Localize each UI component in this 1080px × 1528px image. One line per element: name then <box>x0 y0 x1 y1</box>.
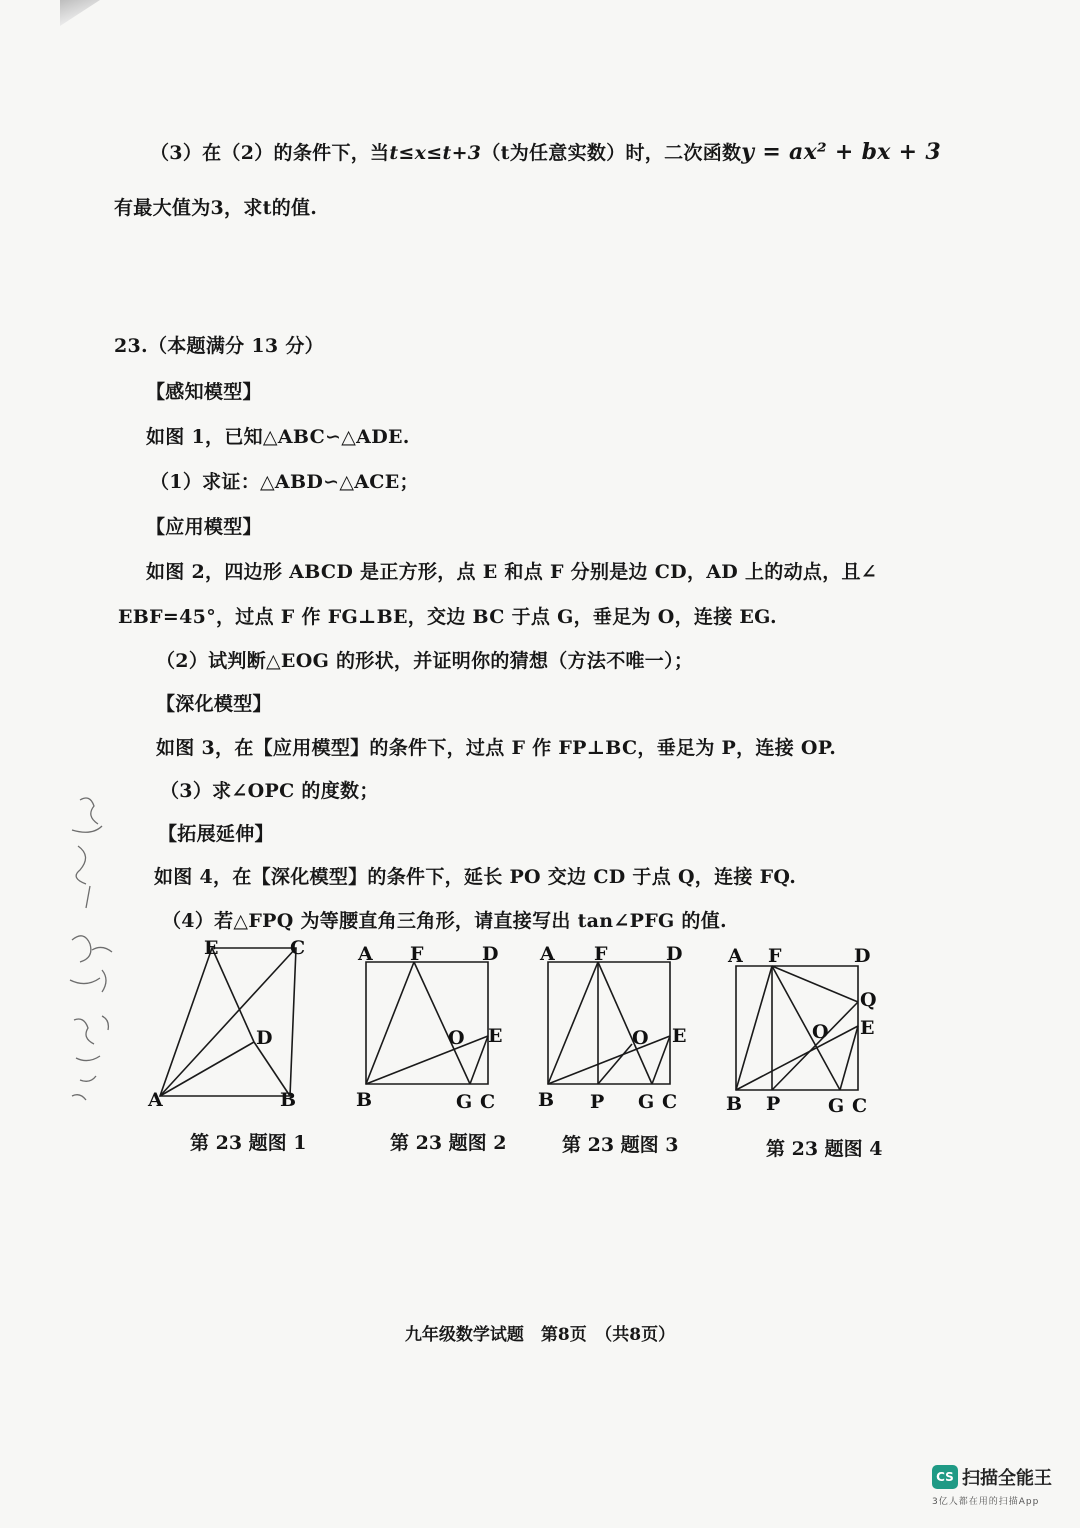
fig4-label-A: A <box>728 945 743 967</box>
fig3-label-A: A <box>540 943 555 965</box>
fig1-label-A: A <box>148 1089 163 1111</box>
fig3-square <box>548 962 670 1084</box>
page-footer: 九年级数学试题 第8页 （共8页） <box>404 1325 676 1345</box>
q23-part3: （3）求∠OPC 的度数； <box>160 780 379 802</box>
fig4-line-PQ <box>772 1002 858 1090</box>
fig3-line-BE <box>548 1036 670 1084</box>
fig2-square <box>366 962 488 1084</box>
q23-part1: （1）求证：△ABD∽△ACE； <box>150 471 419 493</box>
q22-part3-line2: 有最大值为3，求t的值. <box>114 197 318 219</box>
figure-3-drawing <box>538 940 698 1120</box>
fig4-line-FB <box>736 966 772 1090</box>
fig4-line-BE <box>736 1026 858 1090</box>
q23-s4-text: 如图 4，在【深化模型】的条件下，延长 PO 交边 CD 于点 Q，连接 FQ. <box>154 866 797 888</box>
q23-part4: （4）若△FPQ 为等腰直角三角形，请直接写出 tan∠PFG 的值. <box>162 910 727 932</box>
fig3-label-B: B <box>538 1089 555 1111</box>
fig3-line-FB <box>548 962 598 1084</box>
q23-s3-text: 如图 3，在【应用模型】的条件下，过点 F 作 FP⊥BC，垂足为 P，连接 OP. <box>156 737 837 759</box>
q23-header: 23.（本题满分 13 分） <box>114 335 324 357</box>
fig3-label-F: F <box>594 943 608 965</box>
q23-s2-text2: EBF=45°，过点 F 作 FG⊥BE，交边 BC 于点 G，垂足为 O，连接 EG. <box>118 606 777 628</box>
fig4-label-B: B <box>726 1093 743 1115</box>
folded-corner <box>60 0 100 26</box>
fig3-label-G: G <box>638 1091 655 1113</box>
fig4-label-G: G <box>828 1095 845 1117</box>
q23-s2-text1: 如图 2，四边形 ABCD 是正方形，点 E 和点 F 分别是边 CD，AD 上的动点，且∠ <box>146 561 878 583</box>
figure-3-caption: 第 23 题图 3 <box>562 1134 679 1156</box>
fig4-label-E: E <box>860 1017 875 1039</box>
fig2-label-C: C <box>480 1091 496 1113</box>
fig3-label-C: C <box>662 1091 678 1113</box>
fig1-line-ED <box>212 948 254 1042</box>
q22-part3: （3）在（2）的条件下，当t≤x≤t+3（t为任意实数）时，二次函数y = ax² + bx + 3 <box>150 139 941 165</box>
section-title-deepen: 【深化模型】 <box>156 693 272 715</box>
figure-1-caption: 第 23 题图 1 <box>190 1132 307 1154</box>
fig1-label-D: D <box>256 1027 273 1049</box>
fig4-label-P: P <box>766 1093 781 1115</box>
fig4-label-O: O <box>812 1021 829 1043</box>
fig2-label-B: B <box>356 1089 373 1111</box>
fig2-line-BE <box>366 1036 488 1084</box>
figure-4-caption: 第 23 题图 4 <box>766 1138 883 1160</box>
fig1-label-E: E <box>204 937 219 959</box>
fig2-line-FB <box>366 962 414 1084</box>
fig1-label-B: B <box>280 1089 297 1111</box>
figure-2-drawing <box>354 940 514 1120</box>
fig3-label-P: P <box>590 1091 605 1113</box>
figure-4 <box>726 944 896 1128</box>
figure-2 <box>354 940 514 1124</box>
fig4-label-C: C <box>852 1095 868 1117</box>
fig4-label-D: D <box>854 945 871 967</box>
figure-3 <box>538 940 698 1124</box>
fig3-label-D: D <box>666 943 683 965</box>
section-title-extension: 【拓展延伸】 <box>158 823 274 845</box>
fig2-label-O: O <box>448 1027 465 1049</box>
fig3-line-GE <box>652 1036 670 1084</box>
figure-1-drawing <box>150 938 320 1118</box>
fig2-label-A: A <box>358 943 373 965</box>
scanner-watermark <box>932 1464 1052 1507</box>
fig4-line-FQ <box>772 966 858 1002</box>
fig3-line-PO <box>598 1044 632 1084</box>
fig4-label-F: F <box>768 945 782 967</box>
watermark-app-name: 扫描全能王 <box>962 1468 1052 1489</box>
figure-4-drawing <box>726 944 896 1124</box>
camscanner-logo-icon: CS <box>932 1465 958 1489</box>
fig4-label-Q: Q <box>860 989 877 1011</box>
fig2-label-G: G <box>456 1091 473 1113</box>
fig1-label-C: C <box>290 937 306 959</box>
fig2-label-F: F <box>410 943 424 965</box>
fig2-line-FG <box>414 962 470 1084</box>
q23-s1-text: 如图 1，已知△ABC∽△ADE. <box>146 426 410 448</box>
handwritten-scribble <box>62 790 142 1110</box>
fig4-line-GE <box>840 1026 858 1090</box>
figure-2-caption: 第 23 题图 2 <box>390 1132 507 1154</box>
fig4-line-FG <box>772 966 840 1090</box>
fig2-label-D: D <box>482 943 499 965</box>
section-title-perception: 【感知模型】 <box>146 381 262 403</box>
fig2-label-E: E <box>488 1025 503 1047</box>
fig3-line-FG <box>598 962 652 1084</box>
fig1-line-DB <box>254 1042 290 1096</box>
watermark-tagline: 3亿人都在用的扫描App <box>932 1497 1040 1507</box>
q23-part2: （2）试判断△EOG 的形状，并证明你的猜想（方法不唯一）； <box>156 650 694 672</box>
section-title-application: 【应用模型】 <box>146 516 262 538</box>
fig3-label-O: O <box>632 1027 649 1049</box>
fig3-label-E: E <box>672 1025 687 1047</box>
fig1-line-AD <box>160 1042 254 1096</box>
fig2-line-GE <box>470 1036 488 1084</box>
figure-1 <box>150 938 320 1122</box>
